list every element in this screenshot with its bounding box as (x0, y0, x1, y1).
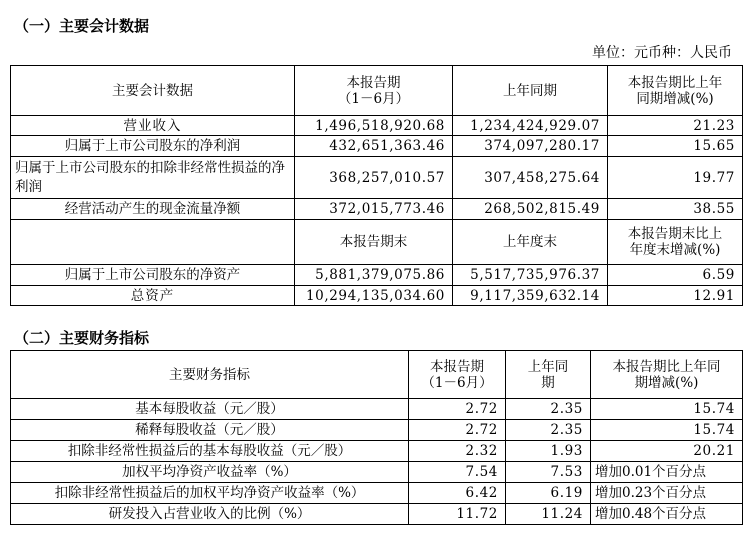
prior-value: 268,502,815.49 (453, 199, 608, 220)
accounting-data-table (10, 65, 743, 306)
row-label: 经营活动产生的现金流量净额 (11, 199, 295, 220)
change-value: 增加0.48个百分点 (591, 504, 743, 525)
table-row (11, 483, 743, 504)
change-value: 19.77 (608, 157, 743, 199)
current-value: 368,257,010.57 (295, 157, 453, 199)
table-row (11, 399, 743, 420)
prior-value: 2.35 (506, 420, 591, 441)
prior-value: 1,234,424,929.07 (453, 116, 608, 136)
row-label: 扣除非经常性损益后的加权平均净资产收益率（%） (11, 483, 409, 504)
table-row (11, 286, 743, 306)
header-cell: 本报告期末比上 年度末增减(%) (608, 220, 743, 265)
table-row (11, 504, 743, 525)
table-row (11, 199, 743, 220)
current-value: 1,496,518,920.68 (295, 116, 453, 136)
current-value: 432,651,363.46 (295, 136, 453, 157)
header-cell: 本报告期 （1－6月） (409, 351, 506, 399)
table-subheader-row (11, 220, 743, 265)
change-value: 20.21 (591, 441, 743, 462)
table-row (11, 265, 743, 286)
change-value: 21.23 (608, 116, 743, 136)
table-row (11, 157, 743, 199)
current-value: 7.54 (409, 462, 506, 483)
change-value: 15.65 (608, 136, 743, 157)
current-value: 11.72 (409, 504, 506, 525)
current-value: 10,294,135,034.60 (295, 286, 453, 306)
row-label: 基本每股收益（元／股） (11, 399, 409, 420)
current-value: 2.72 (409, 420, 506, 441)
header-cell: 本报告期末 (295, 220, 453, 265)
prior-value: 6.19 (506, 483, 591, 504)
table-row (11, 441, 743, 462)
unit-label: 单位：元币种：人民币 (592, 45, 732, 61)
row-label: 归属于上市公司股东的净资产 (11, 265, 295, 286)
change-value: 15.74 (591, 399, 743, 420)
header-cell: 本报告期 （1－6月） (295, 66, 453, 116)
current-value: 2.32 (409, 441, 506, 462)
empty-cell (11, 220, 295, 265)
header-cell: 上年同 期 (506, 351, 591, 399)
table-row (11, 420, 743, 441)
prior-value: 5,517,735,976.37 (453, 265, 608, 286)
table-header-row (11, 66, 743, 116)
header-cell: 主要会计数据 (11, 66, 295, 116)
row-label: 研发投入占营业收入的比例（%） (11, 504, 409, 525)
change-value: 38.55 (608, 199, 743, 220)
prior-value: 1.93 (506, 441, 591, 462)
financial-indicators-table (10, 350, 743, 525)
current-value: 5,881,379,075.86 (295, 265, 453, 286)
table-header-row (11, 351, 743, 399)
header-cell: 主要财务指标 (11, 351, 409, 399)
table-row (11, 462, 743, 483)
section-title-financial-indicators: （二）主要财务指标 (14, 329, 150, 347)
change-value: 增加0.01个百分点 (591, 462, 743, 483)
row-label: 稀释每股收益（元／股） (11, 420, 409, 441)
current-value: 6.42 (409, 483, 506, 504)
row-label: 加权平均净资产收益率（%） (11, 462, 409, 483)
table-row (11, 116, 743, 136)
row-label: 归属于上市公司股东的扣除非经常性损益的净利润 (11, 157, 295, 199)
change-value: 15.74 (591, 420, 743, 441)
section-title-accounting-data: （一）主要会计数据 (14, 17, 150, 35)
header-cell: 本报告期比上年 同期增减(%) (608, 66, 743, 116)
table-row (11, 136, 743, 157)
header-cell: 上年度末 (453, 220, 608, 265)
current-value: 2.72 (409, 399, 506, 420)
row-label: 营业收入 (11, 116, 295, 136)
prior-value: 7.53 (506, 462, 591, 483)
prior-value: 11.24 (506, 504, 591, 525)
header-cell: 上年同期 (453, 66, 608, 116)
header-cell: 本报告期比上年同 期增减(%) (591, 351, 743, 399)
change-value: 6.59 (608, 265, 743, 286)
row-label: 归属于上市公司股东的净利润 (11, 136, 295, 157)
change-value: 增加0.23个百分点 (591, 483, 743, 504)
prior-value: 2.35 (506, 399, 591, 420)
prior-value: 374,097,280.17 (453, 136, 608, 157)
change-value: 12.91 (608, 286, 743, 306)
row-label: 总资产 (11, 286, 295, 306)
prior-value: 9,117,359,632.14 (453, 286, 608, 306)
current-value: 372,015,773.46 (295, 199, 453, 220)
prior-value: 307,458,275.64 (453, 157, 608, 199)
row-label: 扣除非经常性损益后的基本每股收益（元／股） (11, 441, 409, 462)
